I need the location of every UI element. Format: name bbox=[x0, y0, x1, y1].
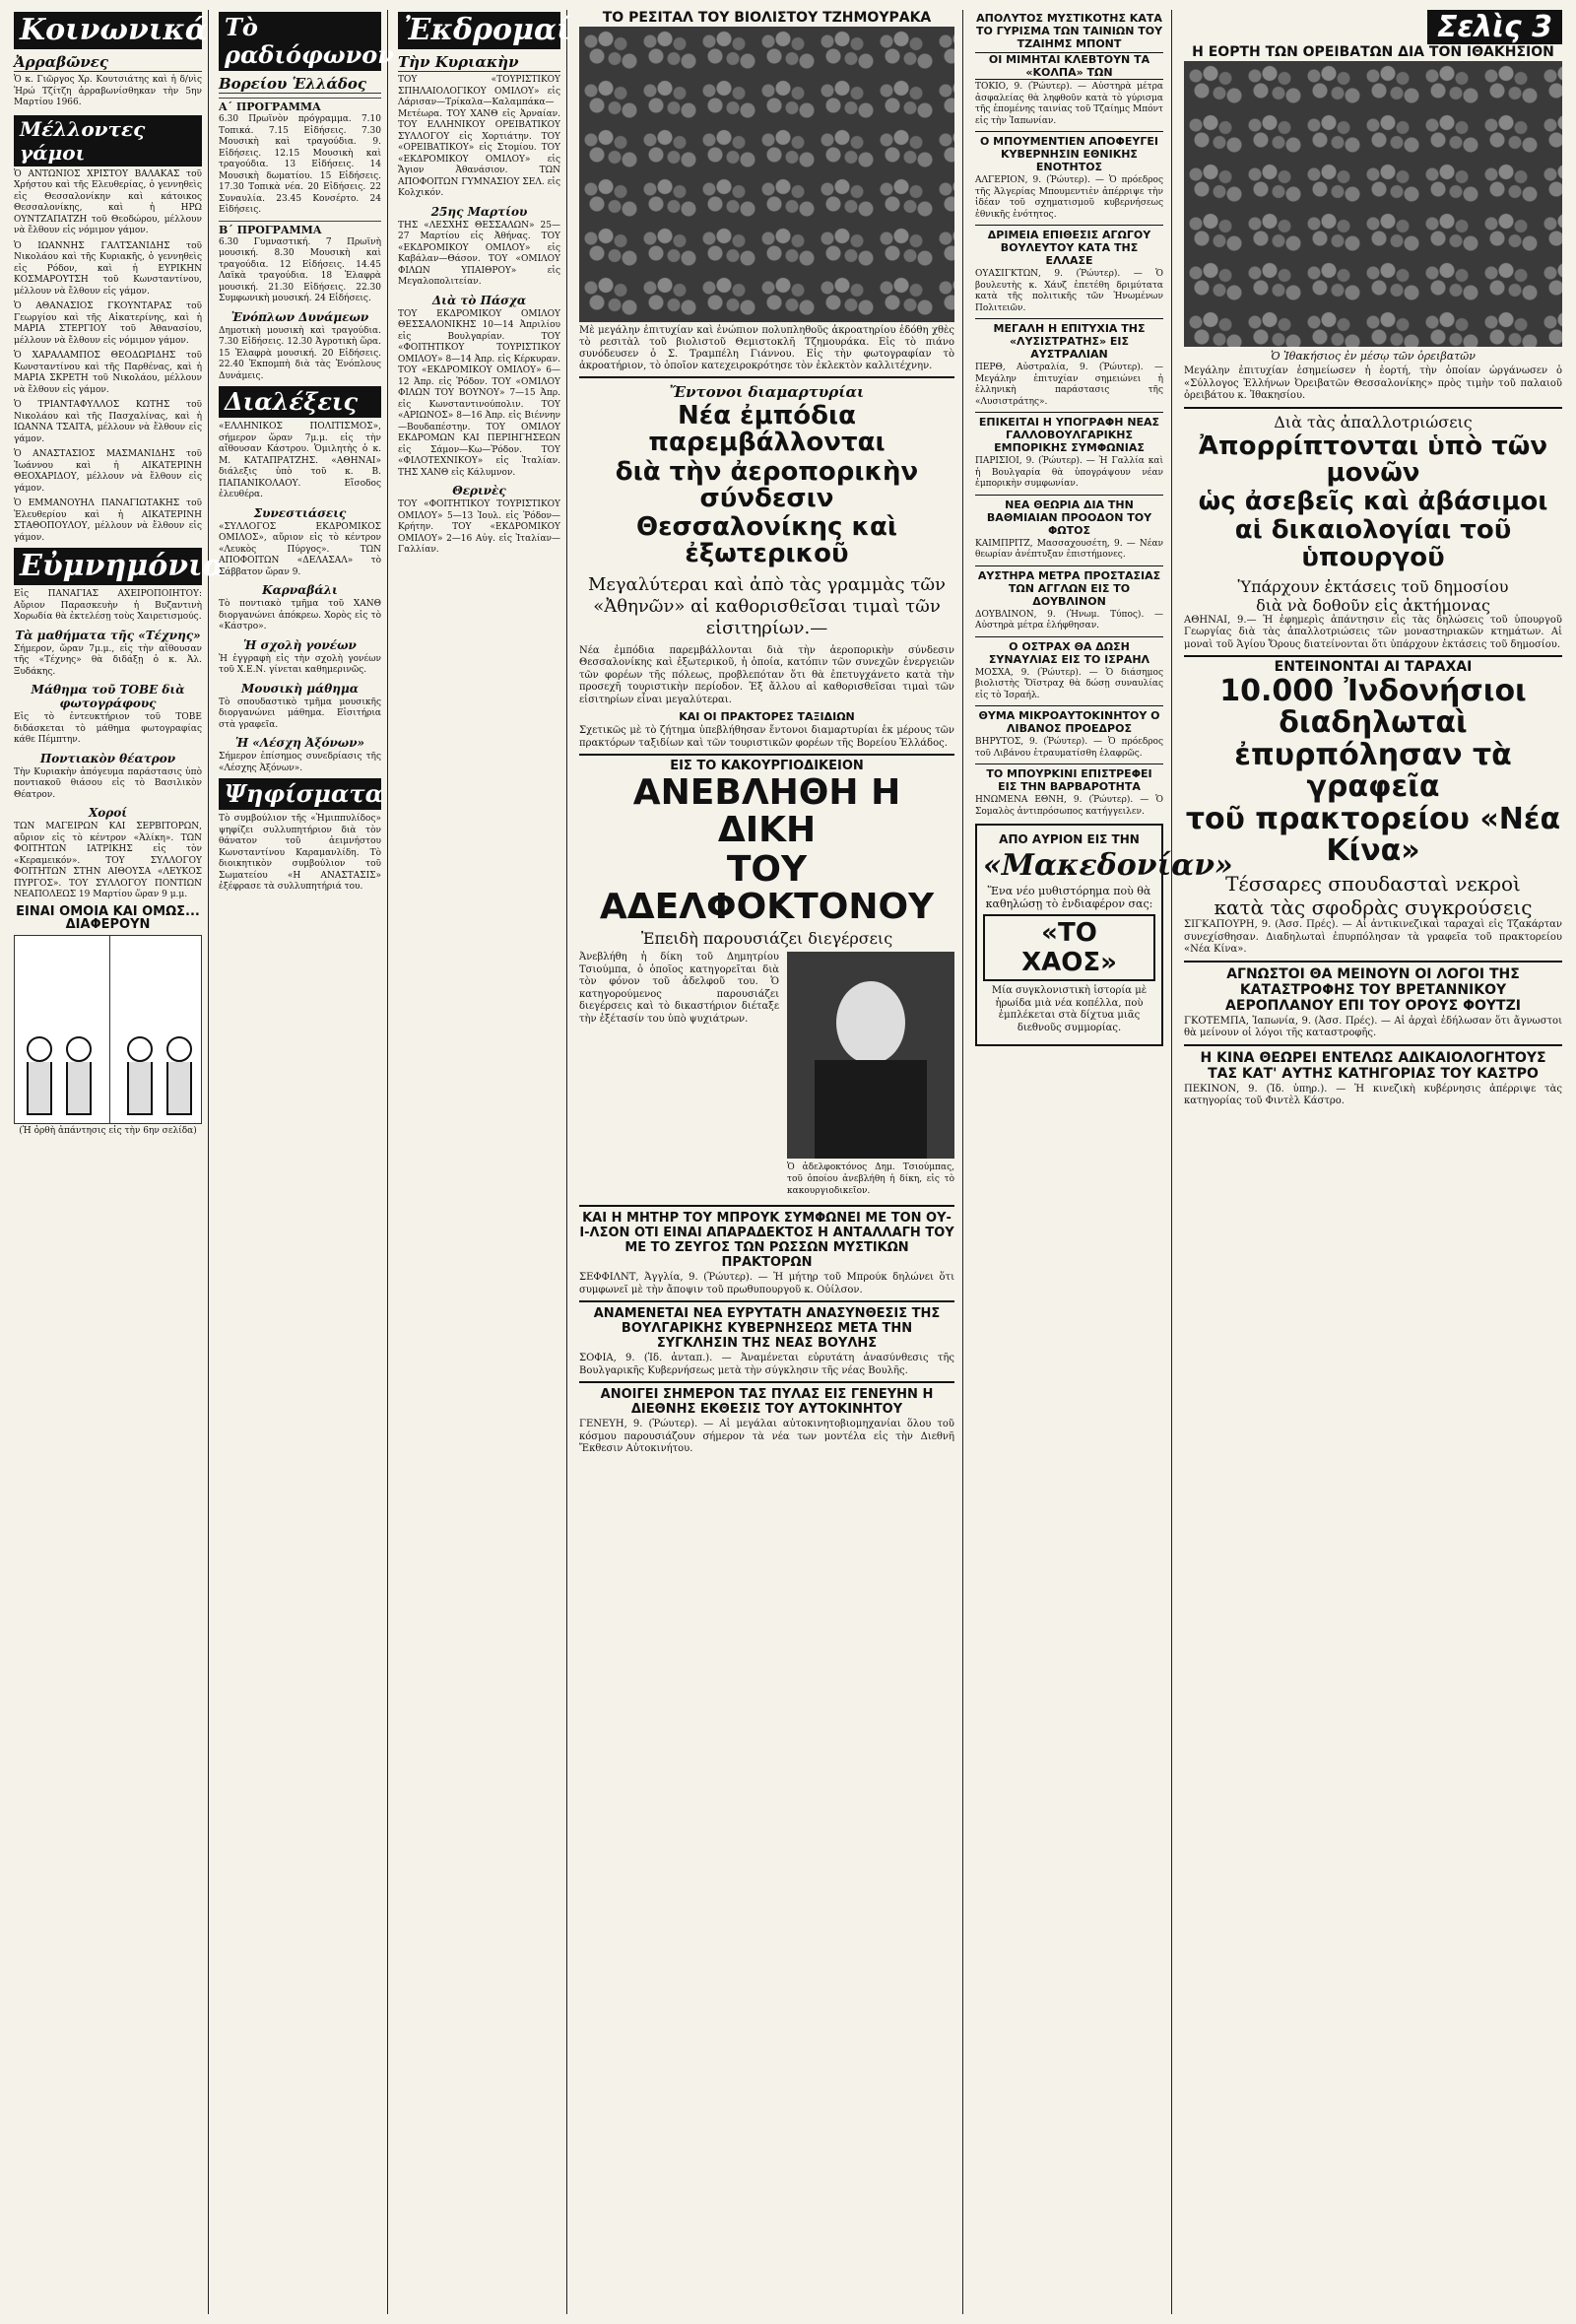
social-masthead: Κοινωνικά bbox=[14, 12, 202, 49]
return-heading: ΤΟ ΜΠΟΥΡΚΙΝΙ ΕΠΙΣΤΡΕΦΕΙ ΕΙΣ ΤΗΝ ΒΑΡΒΑΡΟΤΗΤΑ bbox=[986, 767, 1152, 793]
land-headline-line: ὡς ἀσεβεῖς καὶ ἀβάσιμοι bbox=[1198, 487, 1548, 517]
promo-top: ΑΠΟ ΑΥΡΙΟΝ ΕΙΣ ΤΗΝ bbox=[999, 832, 1140, 846]
indonesia-subhead: κατὰ τὰς σφοδρὰς συγκρούσεις bbox=[1214, 896, 1533, 920]
memorials-masthead: Εὐμνημόνια bbox=[14, 548, 202, 585]
mountaineers-photo bbox=[1184, 61, 1562, 347]
cartoon-note: (Ἡ ὀρθὴ ἀπάντησις εἰς τὴν 6ην σελίδα) bbox=[19, 1125, 197, 1136]
music-label: Μουσικὴ μάθημα bbox=[241, 681, 359, 696]
cartoon-title: ΕΙΝΑΙ ΟΜΟΙΑ ΚΑΙ ΟΜΩΣ... ΔΙΑΦΕΡΟΥΝ bbox=[16, 903, 200, 932]
land-headline-line: Ἀπορρίπτονται ὑπὸ τῶν μονῶν bbox=[1198, 431, 1548, 488]
return-text: ΗΝΩΜΕΝΑ ΕΘΝΗ, 9. (Ῥώυτερ). — Ὁ Σομαλὸς ἀντιπρόσωπος κατήγγειλεν. bbox=[975, 795, 1163, 817]
music-text: Τὸ σπουδαστικὸ τμῆμα μουσικῆς διοργανώνει μάθημα. Εἰσιτήρια στὰ γραφεῖα. bbox=[219, 697, 381, 730]
wedding-notice: Ὁ ΕΜΜΑΝΟΥΗΛ ΠΑΝΑΓΙΩΤΑΚΗΣ τοῦ Ἐλευθερίου καὶ ἡ ΑΙΚΑΤΕΡΙΝΗ ΣΤΑΘΟΠΟΥΛΟΥ, μέλλουν νὰ ἔλθουν εἰς γάμον. bbox=[14, 498, 202, 543]
column-excursions bbox=[392, 10, 571, 2314]
lesxi-label: Ἡ «Λέσχη Ἀξόνων» bbox=[234, 736, 365, 750]
dances-text: ΤΩΝ ΜΑΓΕΙΡΩΝ ΚΑΙ ΣΕΡΒΙΤΟΡΩΝ, αὔριον εἰς τὸ κέντρον «Ἀλίκη». ΤΩΝ ΦΟΙΤΗΤΩΝ ΙΑΤΡΙΚΗΣ εἰς τὸν «Κεραμεικόν». ΤΟΥ ΣΥΛΛΟΓΟΥ ΦΟΙΤΗΤΩΝ ΣΤΗΝ ΑΙΘΟΥΣΑ «ΛΕΥΚΟΣ ΠΥΡΓΟΣ». ΤΟΥ ΣΥΛΛΟΓΟΥ ΠΟΝΤΙΩΝ ΝΕΑΠΟΛΕΩΣ 19 Μαρτίου ὥραν 9 μ.μ. bbox=[14, 822, 202, 899]
indonesia-headline-line: 10.000 Ἰνδονήσιοι διαδηλωταὶ bbox=[1219, 674, 1527, 740]
film-heading: ΑΠΟΛΥΤΟΣ ΜΥΣΤΙΚΟΤΗΣ ΚΑΤΑ ΤΟ ΓΥΡΙΣΜΑ ΤΩΝ ΤΑΙΝΙΩΝ ΤΟΥ ΤΖΑΙΗΜΣ ΜΠΟΝΤ bbox=[975, 12, 1163, 50]
bulgaria-text: ΣΟΦΙΑ, 9. (Ἰδ. ἀνταπ.). — Ἀναμένεται εὐρυτάτη ἀνασύνθεσις τῆς Βουλγαρικῆς Κυβερνήσεως μετὰ τὴν σύγκλησιν τῆς νέας Βουλῆς. bbox=[579, 1353, 954, 1376]
excursions-masthead: Ἐκδρομαί bbox=[398, 12, 560, 49]
indonesia-kicker: ΕΝΤΕΙΝΟΝΤΑΙ ΑΙ ΤΑΡΑΧΑΙ bbox=[1274, 659, 1473, 676]
crash-text: ΓΚΟΤΕΜΠΑ, Ἰαπωνία, 9. (Ἀσσ. Πρές). — Αἱ ἀρχαὶ ἐδήλωσαν ὅτι ἄγνωστοι θὰ μείνουν οἱ λόγοι τῆς καταστροφῆς. bbox=[1184, 1015, 1562, 1039]
defendant-photo bbox=[787, 952, 954, 1159]
lessons-heading: Τὰ μαθήματα τῆς «Τέχνης» bbox=[15, 628, 201, 642]
summer-label: Θερινὲς bbox=[452, 484, 506, 498]
easter-label: Διὰ τὸ Πάσχα bbox=[431, 293, 527, 307]
mountaineers-heading: Η ΕΟΡΤΗ ΤΩΝ ΟΡΕΙΒΑΤΩΝ ΔΙΑ ΤΟΝ ΙΘΑΚΗΣΙΟΝ bbox=[1192, 44, 1554, 60]
wedding-notice: Ὁ ΑΘΑΝΑΣΙΟΣ ΓΚΟΥΝΤΑΡΑΣ τοῦ Γεωργίου καὶ τῆς Αἰκατερίνης, καὶ ἡ ΜΑΡΙΑ ΣΤΕΡΓΙΟΥ τοῦ Ἀθανασίου, μέλλουν νὰ ἔλθουν εἰς νόμιμον γάμον. bbox=[14, 301, 202, 346]
carnival-text: Τὸ ποντιακὸ τμῆμα τοῦ ΧΑΝΘ διοργανώνει ἀπόκρεω. Χορὸς εἰς τὸ «Κάστρο». bbox=[219, 599, 381, 631]
parents-school-text: Ἡ ἐγγραφὴ εἰς τὴν σχολὴ γονέων τοῦ Χ.Ε.Ν. γίνεται καθημερινῶς. bbox=[219, 653, 381, 675]
parents-school-label: Ἡ σχολὴ γονέων bbox=[243, 637, 357, 652]
attack-heading: ΔΡΙΜΕΙΑ ΕΠΙΘΕΣΙΣ ΑΓΩΓΟΥ ΒΟΥΛΕΥΤΟΥ ΚΑΤΑ ΤΗΣ ΕΛΛΑΣΕ bbox=[987, 229, 1151, 267]
forces-label: Ἐνόπλων Δυνάμεων bbox=[230, 309, 369, 324]
promo-title: «ΤΟ ΧΑΟΣ» bbox=[983, 914, 1155, 981]
film-subheading: ΟΙ ΜΙΜΗΤΑΙ ΚΛΕΒΤΟΥΝ ΤΑ «ΚΟΛΠΑ» ΤΩΝ bbox=[975, 52, 1163, 80]
pontic-heading: Ποντιακὸν θέατρον bbox=[39, 751, 176, 765]
attack-text: ΟΥΑΣΙΓΚΤΩΝ, 9. (Ῥώυτερ). — Ὁ βουλευτὴς κ. Χάυζ ἐπετέθη δριμύτατα κατὰ τῆς πολιτικῆς τῶν Ἡνωμένων Πολιτειῶν. bbox=[975, 269, 1163, 313]
serial-promo-box bbox=[975, 824, 1233, 1046]
program-a-label: Α΄ ΠΡΟΓΡΑΜΜΑ bbox=[219, 98, 381, 113]
spy-headline: ΚΑΙ Η ΜΗΤΗΡ ΤΟΥ ΜΠΡΟΥΚ ΣΥΜΦΩΝΕΙ ΜΕ ΤΟΝ ΟΥ-Ι-ΛΣΟΝ ΟΤΙ ΕΙΝΑΙ ΑΠΑΡΑΔΕΚΤΟΣ Η ΑΝΤΑΛΛΑΓΗ ΤΟΥ ΜΕ ΤΟ ΖΕΥΓΟΣ ΤΩΝ ΡΩΣΣΩΝ ΜΥΣΤΙΚΩΝ ΠΡΑΚΤΟΡΩΝ bbox=[579, 1211, 954, 1271]
page-number-badge: Σελὶς 3 bbox=[1427, 10, 1562, 44]
recital-caption: Μὲ μεγάλην ἐπιτυχίαν καὶ ἐνώπιον πολυπληθοῦς ἀκροατηρίου ἐδόθη χθὲς τὸ ρεσιτὰλ τοῦ βιολιστοῦ Θεμιστοκλῆ Τζημουράκα. Εἰς τὸ πιάνο συνόδευσεν ὁ Σ. Τραμπέλη Γιάννου. Εἰς τὴν φωτογραφίαν τὸ ἀκροατήριον, τὸ ὁποῖον κατεχειροκρότησε τὸν ἐκλεκτὸν καλλιτέχνην. bbox=[579, 325, 954, 371]
wedding-notice: Ὁ ΧΑΡΑΛΑΜΠΟΣ ΘΕΟΔΩΡΙΔΗΣ τοῦ Κωνσταντίνου καὶ τῆς Παρθένας, καὶ ἡ ΜΑΡΙΑ ΣΚΡΕΤΗ τοῦ Νικολάου, μέλλουν νὰ ἔλθουν εἰς γάμον. bbox=[14, 351, 202, 395]
mountaineers-text: Μεγάλην ἐπιτυχίαν ἐσημείωσεν ἡ ἑορτή, τὴν ὁποίαν ὠργάνωσεν ὁ «Σύλλογος Ἑλλήνων Ὀρειβατῶν Θεσσαλονίκης» πρὸς τιμὴν τοῦ παλαιοῦ ὀρειβάτου κ. Ἰθακησίου. bbox=[1184, 365, 1562, 401]
court-kicker: ΕΙΣ ΤΟ ΚΑΚΟΥΡΓΙΟΔΙΚΕΙΟΝ bbox=[670, 759, 864, 774]
promo-mid: Ἕνα νέο μυθιστόρημα ποὺ θὰ καθηλώσῃ τὸ ἐνδιαφέρον σας: bbox=[985, 885, 1153, 910]
lysistrata-text: ΠΕΡΘ, Αὐστραλία, 9. (Ῥώυτερ). — Μεγάλην ἐπιτυχίαν σημειώνει ἡ ἑλληνικὴ παράστασις τῆς «Λυσιστράτης». bbox=[975, 363, 1163, 407]
crash-headline: ΑΓΝΩΣΤΟΙ ΘΑ ΜΕΙΝΟΥΝ ΟΙ ΛΟΓΟΙ ΤΗΣ ΚΑΤΑΣΤΡΟΦΗΣ ΤΟΥ ΒΡΕΤΑΝΝΙΚΟΥ ΑΕΡΟΠΛΑΝΟΥ ΕΠΙ ΤΟΥ ΟΡΟΥΣ ΦΟΥΤΖΙ bbox=[1225, 965, 1521, 1014]
cartoon-figure bbox=[23, 1036, 56, 1115]
travel-text: Σχετικῶς μὲ τὸ ζήτημα ὑπεβλήθησαν ἔντονοι διαμαρτυρίαι ἐκ μέρους τῶν πρακτόρων ταξιδίων καὶ τῶν τουριστικῶν φορέων τῆς Βορείου Ἑλλάδος. bbox=[579, 725, 954, 749]
promo-text: Μία συγκλονιστικὴ ἱστορία μὲ ἡρωίδα μιὰ νέα κοπέλλα, ποὺ ἐμπλέκεται στὰ δίχτυα μιᾶς διεθνοῦς συμμορίας. bbox=[991, 985, 1148, 1033]
easter-text: ΤΟΥ ΕΚΔΡΟΜΙΚΟΥ ΟΜΙΛΟΥ ΘΕΣΣΑΛΟΝΙΚΗΣ 10—14 Ἀπριλίου εἰς Βουλγαρίαν. ΤΟΥ «ΦΟΙΤΗΤΙΚΟΥ ΤΟΥΡΙΣΤΙΚΟΥ ΟΜΙΛΟΥ» 8—14 Ἀπρ. εἰς Κέρκυραν. ΤΟΥ «ΕΚΔΡΟΜΙΚΟΥ ΟΜΙΛΟΥ» 6—12 Ἀπρ. εἰς Ῥόδον. ΤΟΥ «ΟΜΙΛΟΥ ΦΙΛΩΝ ΤΟΥ ΒΟΥΝΟΥ» 7—15 Ἀπρ. εἰς Κωνσταντινούπολιν. ΤΟΥ «ΑΡΙΩΝΟΣ» 8—16 Ἀπρ. εἰς Βιέννην—Βουδαπέστην. ΤΟΥ ΟΜΙΛΟΥ ΕΚΔΡΟΜΩΝ ΚΑΙ ΠΕΡΙΗΓΗΣΕΩΝ εἰς Σάμον—Κω—Ῥόδον. ΤΟΥ «ΦΙΛΟΤΕΧΝΙΚΟΥ» εἰς Ἰταλίαν. ΤΗΣ ΧΑΝΘ εἰς Κάλυμνον. bbox=[398, 308, 560, 478]
meetings-text: «ΣΥΛΛΟΓΟΣ ΕΚΔΡΟΜΙΚΟΣ ΟΜΙΛΟΣ», αὔριον εἰς τὸ κέντρον «Λευκὸς Πύργος». ΤΩΝ ΑΠΟΦΟΙΤΩΝ «ΔΕΛΑΣΑΛ» τὸ Σάββατον ὥραν 9. bbox=[219, 521, 381, 577]
mountaineers-caption: Ὁ Ἰθακήσιος ἐν μέσῳ τῶν ὀρειβατῶν bbox=[1271, 350, 1476, 363]
lebanon-text: ΒΗΡΥΤΟΣ, 9. (Ῥώυτερ). — Ὁ πρόεδρος τοῦ Λιβάνου ἐτραυματίσθη ἐλαφρῶς. bbox=[975, 737, 1163, 759]
program-b-label: Β΄ ΠΡΟΓΡΑΜΜΑ bbox=[219, 221, 381, 236]
castro-text: ΠΕΚΙΝΟΝ, 9. (Ἰδ. ὑπηρ.). — Ἡ κινεζικὴ κυβέρνησις ἀπέρριψε τὰς κατηγορίας τοῦ Φιντὲλ Κάστρο. bbox=[1184, 1083, 1562, 1107]
wedding-notice: Ὁ ΤΡΙΑΝΤΑΦΥΛΛΟΣ ΚΩΤΗΣ τοῦ Νικολάου καὶ τῆς Πασχαλίνας, καὶ ἡ ΙΩΑΝΝΑ ΤΣΑΙΤΑ, μέλλουν νὰ ἔλθουν εἰς γάμον. bbox=[14, 400, 202, 444]
castro-headline: Η ΚΙΝΑ ΘΕΩΡΕΙ ΕΝΤΕΛΩΣ ΑΔΙΚΑΙΟΛΟΓΗΤΟΥΣ ΤΑΣ ΚΑΤ' ΑΥΤΗΣ ΚΑΤΗΓΟΡΙΑΣ ΤΟΥ ΚΑΣΤΡΟ bbox=[1200, 1049, 1546, 1082]
lesxi-text: Σήμερον ἐπίσημος συνεδρίασις τῆς «Λέσχης Ἀξόνων». bbox=[219, 752, 381, 773]
court-headline-line: ΤΟΥ ΑΔΕΛΦΟΚΤΟΝΟΥ bbox=[599, 848, 935, 927]
cartoon-illustration bbox=[14, 935, 202, 1124]
meetings-label: Συνεστιάσεις bbox=[253, 505, 347, 520]
cartoon-figure bbox=[163, 1036, 196, 1115]
engagement-text: Ὁ κ. Γιῶργος Χρ. Κουτσιάτης καὶ ἡ δ/νὶς Ἠρώ Τζίτζη ἀρραβωνίσθηκαν τὴν 5ην Μαρτίου 1966. bbox=[14, 75, 202, 107]
photo-course-heading: Μάθημα τοῦ ΤΟΒΕ διὰ φωτογράφους bbox=[31, 683, 185, 710]
trade-text: ΠΑΡΙΣΙΟΙ, 9. (Ῥώυτερ). — Ἡ Γαλλία καὶ ἡ Βουλγαρία θὰ ὑπογράψουν νέαν ἐμπορικὴν συμφωνίαν. bbox=[975, 456, 1163, 489]
land-kicker: Διὰ τὰς ἀπαλλοτριώσεις bbox=[1274, 412, 1473, 432]
spy-text: ΣΕΦΦΙΛΝΤ, Ἀγγλία, 9. (Ῥώυτερ). — Ἡ μήτηρ τοῦ Μπρούκ δηλώνει ὅτι συμφωνεῖ μὲ τὴν ἄποψιν τοῦ πρωθυπουργοῦ κ. Οὐίλσον. bbox=[579, 1272, 954, 1295]
column-foreign-news bbox=[967, 10, 1233, 2314]
indonesia-text: ΣΙΓΚΑΠΟΥΡΗ, 9. (Ἀσσ. Πρές). — Αἱ ἀντικινεζικαὶ ταραχαὶ εἰς Τζακάρταν συνεχίσθησαν. Διαδηλωταὶ ἐπυρπόλησαν τὰ γραφεῖα τοῦ πρακτορείου «Νέα Κίνα». bbox=[1184, 919, 1562, 956]
defendant-caption: Ὁ ἀδελφοκτόνος Δημ. Τσιούμπας, τοῦ ὁποίου ἀνεβλήθη ἡ δίκη, εἰς τὸ κακουργιοδικεῖον. bbox=[787, 1162, 954, 1197]
pontic-text: Τὴν Κυριακὴν ἀπόγευμα παράστασις ὑπὸ ποντιακοῦ θιάσου εἰς τὸ Βασιλικὸν Θέατρον. bbox=[14, 766, 202, 800]
lectures-text: «ΕΛΛΗΝΙΚΟΣ ΠΟΛΙΤΙΣΜΟΣ», σήμερον ὥραν 7μ.μ. εἰς τὴν αἴθουσαν Κάστρου. Ὁμιλητὴς ὁ κ. Μ. ΚΑΤΑΠΡΑΤΖΗΣ. «ΑΘΗΝΑΙ» διάλεξις ὑπὸ τοῦ κ. Β. ΠΑΠΑΝΙΚΟΛΑΟΥ. Εἴσοδος ἐλευθέρα. bbox=[219, 422, 381, 499]
radio-masthead: Τὸ ραδιόφωνον bbox=[219, 12, 381, 71]
recital-photo bbox=[579, 27, 954, 322]
wedding-notice: Ὁ ΙΩΑΝΝΗΣ ΓΑΛΤΣΑΝΙΔΗΣ τοῦ Νικολάου καὶ τῆς Κυριακῆς, ὁ γεννηθεὶς εἰς Ρόδον, καὶ ἡ ΕΥΡΙΚΗΝ ΚΟΣΜΑΡΟΥΤΣΗ τοῦ Κωνσταντίνου, μέλλουν νὰ ἔλθουν εἰς γάμον. bbox=[14, 240, 202, 297]
radio-station: Βορείου Ἑλλάδος bbox=[219, 75, 381, 94]
court-body: Ἀνεβλήθη ἡ δίκη τοῦ Δημητρίου Τσιούμπα, ὁ ὁποῖος κατηγορεῖται διὰ τὸν φόνον τοῦ ἀδελφοῦ του. Ὁ κατηγορούμενος παρουσιάζει διεγέρσεις καὶ τὸ δικαστήριον διέταξε τὴν ἐξέτασίν του ὑπὸ ψυχιάτρων. bbox=[579, 952, 779, 1025]
oistrakh-heading: Ο ΟΣΤΡΑΧ ΘΑ ΔΩΣΗ ΣΥΝΑΥΛΙΑΣ ΕΙΣ ΤΟ ΙΣΡΑΗΛ bbox=[988, 639, 1150, 666]
carnival-label: Καρναβάλι bbox=[262, 583, 338, 597]
main-kicker: Ἔντονοι διαμαρτυρίαι bbox=[669, 383, 865, 401]
main-body: Νέα ἐμπόδια παρεμβάλλονται διὰ τὴν ἀεροπορικὴν σύνδεσιν Θεσσαλονίκης καὶ ἐξωτερικοῦ, ἡ ὁποία, κατόπιν τῶν συνεχῶν ἐνεργειῶν τῶν φορέων τῆς πόλεως, προβλεπόταν ὅτι θὰ ἐπετυγχάνετο κατὰ τὴν προσεχῆ τουριστικὴν περίοδον. Ἐξ ἄλλου αἱ καθορισθεῖσαι τιμαὶ τῶν εἰσιτηρίων εἶναι μεγαλύτεραι. bbox=[579, 644, 954, 705]
column-radio bbox=[213, 10, 394, 2314]
theory-heading: ΝΕΑ ΘΕΩΡΙΑ ΔΙΑ ΤΗΝ ΒΑΘΜΙΑΙΑΝ ΠΡΟΟΔΟΝ ΤΟΥ ΦΩΤΟΣ bbox=[986, 498, 1152, 537]
lectures-masthead: Διαλέξεις bbox=[219, 386, 381, 418]
bulgaria-headline: ΑΝΑΜΕΝΕΤΑΙ ΝΕΑ ΕΥΡΥΤΑΤΗ ΑΝΑΣΥΝΘΕΣΙΣ ΤΗΣ ΒΟΥΛΓΑΡΙΚΗΣ ΚΥΒΕΡΝΗΣΕΩΣ ΜΕΤΑ ΤΗΝ ΣΥΓΚΛΗΣΙΝ ΤΗΣ ΝΕΑΣ ΒΟΥΛΗΣ bbox=[593, 1306, 941, 1352]
forces-text: Δημοτικὴ μουσικὴ καὶ τραγούδια. 7.30 Εἰδήσεις. 12.30 Ἀγροτικὴ ὥρα. 15 Ἐλαφρὰ μουσική. 20 Εἰδήσεις. 22.40 Ἐκπομπὴ διὰ τὰς Ἐνόπλους Δυνάμεις. bbox=[219, 325, 381, 381]
travel-subhead: ΚΑΙ ΟΙ ΠΡΑΚΤΟΡΕΣ ΤΑΞΙΔΙΩΝ bbox=[679, 710, 855, 724]
summer-text: ΤΟΥ «ΦΟΙΤΗΤΙΚΟΥ ΤΟΥΡΙΣΤΙΚΟΥ ΟΜΙΛΟΥ» 5—13 Ἰουλ. εἰς Ῥόδον—Κρήτην. ΤΟΥ «ΕΚΔΡΟΜΙΚΟΥ ΟΜΙΛΟΥ» 2—16 Αὐγ. εἰς Ἰταλίαν—Γαλλίαν. bbox=[398, 499, 560, 555]
program-b-text: 6.30 Γυμναστική. 7 Πρωϊνὴ μουσική. 8.30 Μουσικὴ καὶ τραγούδια. 12 Εἰδήσεις. 14.45 Λαϊκὰ τραγούδια. 18 Ἐλαφρὰ μουσική. 21.30 Εἰδήσεις. 22.30 Συμφωνικὴ μουσική. 24 Εἰδήσεις. bbox=[219, 236, 381, 303]
photo-course-text: Εἰς τὸ ἐντευκτήριον τοῦ ΤΟΒΕ διδάσκεται τὸ μάθημα φωτογραφίας κάθε Πέμπτην. bbox=[14, 712, 202, 745]
cartoon-figure bbox=[123, 1036, 157, 1115]
sunday-label: Τὴν Κυριακὴν bbox=[398, 53, 560, 72]
wedding-notice: Ὁ ΑΝΤΩΝΙΟΣ ΧΡΙΣΤΟΥ ΒΑΛΑΚΑΣ τοῦ Χρήστου καὶ τῆς Ελευθερίας, ὁ γεννηθεὶς εἰς Θεσσαλονίκην καὶ κάτοικος Θεσσαλονίκης, καὶ ἡ ΗΡΩ ΟΥΝΤΖΑΠΑΤΖΗ τοῦ Θεοδώρου, μέλλουν νὰ ἔλθουν εἰς νόμιμον γάμον. bbox=[14, 168, 202, 235]
main-headline-line: διὰ τὴν ἀεροπορικὴν σύνδεσιν bbox=[615, 456, 919, 513]
land-headline-line: αἱ δικαιολογίαι τοῦ ὑπουργοῦ bbox=[1234, 515, 1512, 572]
weddings-label: Μέλλοντες γάμοι bbox=[14, 115, 202, 166]
land-subhead: Ὑπάρχουν ἐκτάσεις τοῦ δημοσίου bbox=[1237, 576, 1509, 596]
court-subhead: Ἐπειδὴ παρουσιάζει διεγέρσεις bbox=[640, 929, 893, 949]
dances-heading: Χοροί bbox=[88, 806, 128, 820]
indonesia-subhead: Τέσσαρες σπουδασταὶ νεκροὶ bbox=[1225, 872, 1521, 896]
boumedienne-text: ΑΛΓΕΡΙΟΝ, 9. (Ῥώυτερ). — Ὁ πρόεδρος τῆς Ἀλγερίας Μπουμεντιὲν ἀπέρριψε τὴν ἰδέαν τοῦ σχηματισμοῦ κυβερνήσεως ἐθνικῆς ἑνότητος. bbox=[975, 175, 1163, 220]
trade-heading: ΕΠΙΚΕΙΤΑΙ Η ΥΠΟΓΡΑΦΗ ΝΕΑΣ ΓΑΛΛΟΒΟΥΛΓΑΡΙΚΗΣ ΕΜΠΟΡΙΚΗΣ ΣΥΜΦΩΝΙΑΣ bbox=[978, 416, 1160, 454]
program-a-text: 6.30 Πρωϊνὸν πρόγραμμα. 7.10 Τοπικά. 7.15 Εἰδήσεις. 7.30 Μουσικὴ καὶ τραγούδια. 9. Εἰδήσεις. 12.15 Μουσικὴ καὶ τραγούδια. 13 Εἰδήσεις. 14 Μουσικὴ δωματίου. 15 Εἰδήσεις. 17.30 Τοπικὰ νέα. 20 Εἰδήσεις. 22 Συναυλία. 23.45 Κονσέρτο. 24 Εἰδήσεις. bbox=[219, 114, 381, 215]
film-text: ΤΟΚΙΟ, 9. (Ῥώυτερ). — Αὐστηρὰ μέτρα ἀσφαλείας θὰ ληφθοῦν κατὰ τὸ γύρισμα τῆς ἑπομένης ταινίας τοῦ Τζαίημς Μπόντ εἰς τὴν Ἰαπωνίαν. bbox=[975, 82, 1163, 126]
indonesia-headline-line: τοῦ πρακτορείου «Νέα Κίνα» bbox=[1185, 802, 1561, 868]
column-social bbox=[14, 10, 226, 2314]
resolutions-masthead: Ψηφίσματα bbox=[219, 778, 381, 810]
measures-heading: ΑΥΣΤΗΡΑ ΜΕΤΡΑ ΠΡΟΣΤΑΣΙΑΣ ΤΩΝ ΑΓΓΛΩΝ ΕΙΣ ΤΟ ΔΟΥΒΛΙΝΟΝ bbox=[977, 568, 1161, 608]
column-feature bbox=[1176, 10, 1562, 2314]
theory-text: ΚΑΙΜΠΡΙΤΖ, Μασσαχουσέτη, 9. — Νέαν θεωρίαν ἀνέπτυξαν ἐπιστήμονες. bbox=[975, 538, 1163, 560]
lessons-text: Σήμερον, ὥραν 7μ.μ., εἰς τὴν αἴθουσαν τῆς «Τέχνης» θὰ διδάξῃ ὁ κ. Ἀλ. Ξυδάκης. bbox=[14, 643, 202, 677]
land-subhead: διὰ νὰ δοθοῦν εἰς ἀκτήμονας bbox=[1256, 595, 1490, 615]
wedding-notice: Ὁ ΑΝΑΣΤΑΣΙΟΣ ΜΑΣΜΑΝΙΔΗΣ τοῦ Ἰωάννου καὶ ἡ ΑΙΚΑΤΕΡΙΝΗ ΘΕΟΧΑΡΙΔΟΥ, μέλλουν νὰ ἔλθουν εἰς γάμον. bbox=[14, 449, 202, 494]
cartoon-figure bbox=[62, 1036, 96, 1115]
march-text: ΤΗΣ «ΛΕΣΧΗΣ ΘΕΣΣΑΛΩΝ» 25—27 Μαρτίου εἰς Ἀθήνας. ΤΟΥ «ΕΚΔΡΟΜΙΚΟΥ ΟΜΙΛΟΥ» εἰς Καβάλαν—Θάσον. ΤΟΥ «ΟΜΙΛΟΥ ΦΙΛΩΝ ΥΠΑΙΘΡΟΥ» εἰς Μεγαλοπολιτείαν. bbox=[398, 220, 560, 287]
march-label: 25ης Μαρτίου bbox=[430, 204, 528, 219]
oistrakh-text: ΜΟΣΧΑ, 9. (Ῥώυτερ). — Ὁ διάσημος βιολιστὴς Ὄϊστραχ θὰ δώσῃ συναυλίας εἰς τὸ Ἰσραήλ. bbox=[975, 667, 1163, 700]
land-text: ΑΘΗΝΑΙ, 9.— Ἡ ἐφημερὶς ἀπάντησιν εἰς τὰς δηλώσεις τοῦ ὑπουργοῦ Γεωργίας διὰ τὰς ἀπαλλοτριώσεις τῶν μοναστηριακῶν κτημάτων. Αἱ μοναὶ τοῦ Ἁγίου Ὄρους διατείνονται ὅτι ὑπάρχουν ἐκτάσεις τοῦ δημοσίου. bbox=[1184, 614, 1562, 650]
engagements-label: Ἀρραβῶνες bbox=[14, 53, 202, 72]
recital-heading: ΤΟ ΡΕΣΙΤΑΛ ΤΟΥ ΒΙΟΛΙΣΤΟΥ ΤΖΗΜΟΥΡΑΚΑ bbox=[602, 10, 932, 26]
indonesia-headline-line: ἐπυρπόλησαν τὰ γραφεῖα bbox=[1234, 738, 1512, 804]
main-subhead: Μεγαλύτεραι καὶ ἀπὸ τὰς γραμμὰς τῶν «Ἀθηνῶν» αἱ καθορισθεῖσαι τιμαὶ τῶν εἰσιτηρίων.— bbox=[588, 573, 946, 638]
court-headline-line: ΑΝΕΒΛΗΘΗ Η ΔΙΚΗ bbox=[632, 772, 901, 851]
memorial-text: Εἰς ΠΑΝΑΓΙΑΣ ΑΧΕΙΡΟΠΟΙΗΤΟΥ: Αὔριον Παρασκευὴν ἡ Βυζαντινὴ Χορωδία θὰ ἐκτελέσῃ τοὺς Χαιρετισμούς. bbox=[14, 589, 202, 622]
resolutions-text: Τὸ συμβούλιον τῆς «Ἡμιππυλίδος» ψηφίζει συλλυπητήριον διὰ τὸν θάνατον τοῦ ἀειμνήστου Κωνσταντίνου Καραμανλίδη. Τὸ διοικητικὸν συμβούλιον τοῦ Σωματείου «Η ΑΝΑΣΤΑΣΙΣ» ἐξέφρασε τὰ συλλυπητήριά του. bbox=[219, 814, 381, 892]
lebanon-heading: ΘΥΜΑ ΜΙΚΡΟΑΥΤΟΚΙΝΗΤΟΥ Ο ΛΙΒΑΝΟΣ ΠΡΟΕΔΡΟΣ bbox=[978, 709, 1160, 735]
sunday-text: ΤΟΥ «ΤΟΥΡΙΣΤΙΚΟΥ ΣΠΗΛΑΙΟΛΟΓΙΚΟΥ ΟΜΙΛΟΥ» εἰς Λάρισαν—Τρίκαλα—Καλαμπάκα—Μετέωρα. ΤΟΥ ΧΑΝΘ εἰς Ἀρναίαν. ΤΟΥ ΕΛΛΗΝΙΚΟΥ ΟΡΕΙΒΑΤΙΚΟΥ ΣΥΛΛΟΓΟΥ εἰς Χορτιάτην. ΤΟΥ «ΟΡΕΙΒΑΤΙΚΟΥ» εἰς Στομίου. ΤΟΥ «ΕΚΔΡΟΜΙΚΟΥ ΟΜΙΛΟΥ» εἰς Ἄγιον Ἀθανάσιον. ΤΩΝ ΑΠΟΦΟΙΤΩΝ ΓΥΜΝΑΣΙΟΥ ΣΕΛ. εἰς Κολχικόν. bbox=[398, 75, 560, 198]
measures-text: ΔΟΥΒΛΙΝΟΝ, 9. (Ἡνωμ. Τύπος). — Αὐστηρὰ μέτρα ἐλήφθησαν. bbox=[975, 609, 1163, 631]
column-main-news bbox=[571, 10, 963, 2314]
geneva-text: ΓΕΝΕΥΗ, 9. (Ῥώυτερ). — Αἱ μεγάλαι αὐτοκινητοβιομηχανίαι ὅλου τοῦ κόσμου παρουσιάζουν σήμερον τὰ νέα των μοντέλα εἰς τὴν Διεθνῆ Ἔκθεσιν Αὐτοκινήτου. bbox=[579, 1419, 954, 1455]
main-headline-line: Θεσσαλονίκης καὶ ἐξωτερικοῦ bbox=[635, 512, 897, 569]
promo-paper: «Μακεδονίαν» bbox=[983, 848, 1233, 883]
boumedienne-heading: Ο ΜΠΟΥΜΕΝΤΙΕΝ ΑΠΟΦΕΥΓΕΙ ΚΥΒΕΡΝΗΣΙΝ ΕΘΝΙΚΗΣ ΕΝΟΤΗΤΟΣ bbox=[980, 135, 1158, 173]
geneva-headline: ΑΝΟΙΓΕΙ ΣΗΜΕΡΟΝ ΤΑΣ ΠΥΛΑΣ ΕΙΣ ΓΕΝΕΥΗΝ Η ΔΙΕΘΝΗΣ ΕΚΘΕΣΙΣ ΤΟΥ ΑΥΤΟΚΙΝΗΤΟΥ bbox=[600, 1387, 934, 1418]
main-headline-line: Νέα ἐμπόδια παρεμβάλλονται bbox=[648, 401, 886, 458]
lysistrata-heading: ΜΕΓΑΛΗ Η ΕΠΙΤΥΧΙΑ ΤΗΣ «ΛΥΣΙΣΤΡΑΤΗΣ» ΕΙΣ ΑΥΣΤΡΑΛΙΑΝ bbox=[993, 322, 1146, 361]
